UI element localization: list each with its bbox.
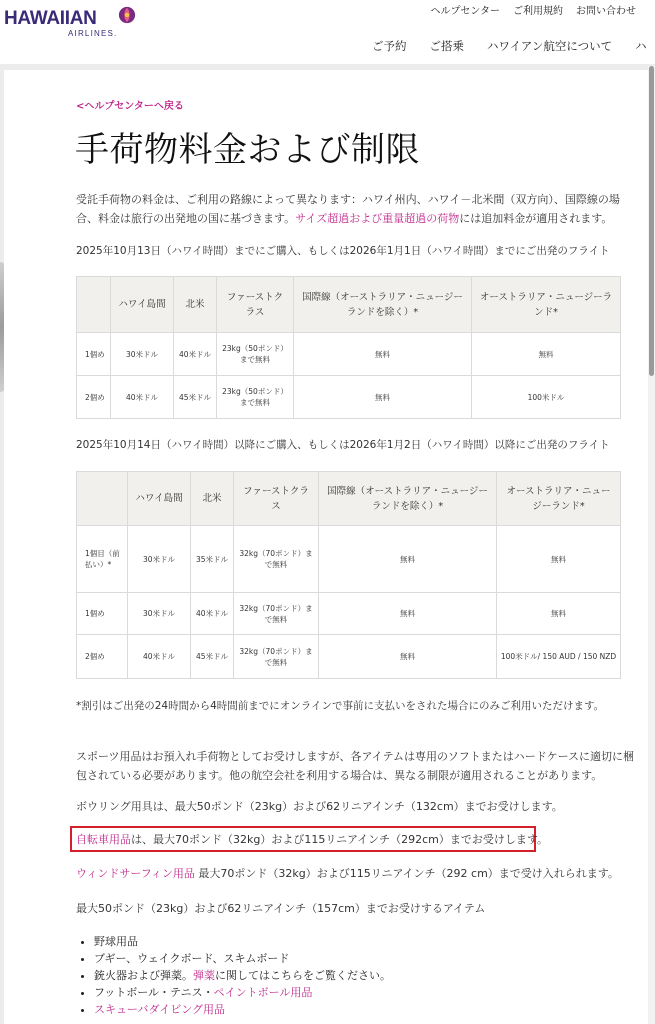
table-cell: 100米ドル/ 150 AUD / 150 NZD bbox=[497, 635, 621, 679]
table-cell: 無料 bbox=[497, 526, 621, 593]
table-header-cell: オーストラリア・ニュージーランド* bbox=[472, 277, 621, 333]
table-cell: 無料 bbox=[319, 526, 497, 593]
item-list bbox=[80, 933, 391, 1018]
table-cell: 40米ドル bbox=[128, 635, 191, 679]
table-header-cell bbox=[77, 472, 128, 526]
table-cell: 45米ドル bbox=[174, 376, 217, 419]
scuba-diving-equipment-link[interactable]: スキューバダイビング用品 bbox=[94, 1003, 226, 1016]
baggage-fee-table-2 bbox=[76, 471, 621, 679]
list-item bbox=[94, 1001, 391, 1018]
list-item-text: ブギー、ウェイクボード、スキムボード bbox=[94, 952, 290, 965]
table-cell: 45米ドル bbox=[191, 635, 234, 679]
back-to-help-center-link[interactable]: <ヘルプセンターへ戻る bbox=[76, 101, 184, 112]
main-nav bbox=[372, 38, 647, 54]
bicycle-text: は、最大70ポンド（32kg）および115リニアインチ（292cm）までお受けします。 bbox=[131, 833, 549, 846]
baggage-fee-table-1 bbox=[76, 276, 621, 419]
table-header-cell: ファーストクラス bbox=[234, 472, 319, 526]
table-cell: 30米ドル bbox=[111, 333, 174, 376]
logo-subtitle: AIRLINES. bbox=[68, 29, 118, 38]
table-cell: 1個目（前払い）* bbox=[77, 526, 128, 593]
section2-heading: 2025年10月14日（ハワイ時間）以降にご購入、もしくは2026年1月2日（ハワイ時間）以降にご出発のフライト bbox=[76, 439, 610, 451]
table-row bbox=[77, 376, 621, 419]
list-item-text: 野球用品 bbox=[94, 935, 138, 948]
table-header-cell: ファーストクラス bbox=[217, 277, 294, 333]
max50-heading: 最大50ポンド（23kg）および62リニアインチ（157cm）までお受けするアイテム bbox=[76, 902, 486, 915]
table-header-row bbox=[77, 277, 621, 333]
table-cell: 23kg（50ポンド）まで無料 bbox=[217, 333, 294, 376]
table-cell: 1個め bbox=[77, 593, 128, 635]
table-row bbox=[77, 593, 621, 635]
bicycle-paragraph bbox=[76, 830, 636, 849]
util-nav-terms[interactable]: ご利用規約 bbox=[513, 6, 563, 17]
bowling-paragraph: ボウリング用具は、最大50ポンド（23kg）および62リニアインチ（132cm）までお受けします。 bbox=[76, 800, 563, 813]
intro-paragraph bbox=[76, 190, 636, 228]
list-item bbox=[94, 967, 391, 984]
intro-text: 受託手荷物の料金は、ご利用の路線によって異なります：ハワイ州内、ハワイ－北米間（双方向）、国際線の場合、料金は旅行の出発地の国に基づきます。 bbox=[76, 193, 620, 225]
intro-text-end: には追加料金が適用されます。 bbox=[459, 212, 613, 225]
table-cell: 無料 bbox=[319, 635, 497, 679]
main-nav-boarding[interactable]: ご搭乗 bbox=[429, 39, 464, 53]
table-header-row bbox=[77, 472, 621, 526]
discount-footnote: *割引はご出発の24時間から4時間前までにオンラインで事前に支払いをされた場合にのみご利用いただけます。 bbox=[76, 700, 605, 712]
pualani-flower-icon bbox=[118, 6, 136, 24]
list-item bbox=[94, 950, 391, 967]
bicycle-equipment-link[interactable]: 自転車用品 bbox=[76, 833, 131, 846]
main-nav-more[interactable]: ハ bbox=[635, 39, 647, 53]
table-cell: 40米ドル bbox=[111, 376, 174, 419]
table-cell: 23kg（50ポンド）まで無料 bbox=[217, 376, 294, 419]
windsurf-text: 最大70ポンド（32kg）および115リニアインチ（292 cm）まで受け入れられます。 bbox=[194, 867, 619, 880]
table-cell: 2個め bbox=[77, 635, 128, 679]
scrollbar-thumb[interactable] bbox=[649, 66, 654, 376]
table-header-cell: 北米 bbox=[174, 277, 217, 333]
section1-heading: 2025年10月13日（ハワイ時間）までにご購入、もしくは2026年1月1日（ハワイ時間）までにご出発のフライト bbox=[76, 245, 610, 257]
table-cell: 32kg（70ポンド）まで無料 bbox=[234, 593, 319, 635]
table-cell: 無料 bbox=[472, 333, 621, 376]
table-row bbox=[77, 635, 621, 679]
table-cell: 100米ドル bbox=[472, 376, 621, 419]
paintball-equipment-link[interactable]: ペイントボール用品 bbox=[213, 986, 313, 999]
table-header-cell: 北米 bbox=[191, 472, 234, 526]
logo-wordmark: HAWAIIAN bbox=[4, 8, 97, 29]
table-header-cell: オーストラリア・ニュージーランド* bbox=[497, 472, 621, 526]
list-item-text: 銃火器および弾薬。 bbox=[94, 969, 193, 982]
table-cell: 無料 bbox=[294, 333, 472, 376]
table-row bbox=[77, 526, 621, 593]
table-header-cell: ハワイ島間 bbox=[111, 277, 174, 333]
sports-equipment-paragraph: スポーツ用品はお預入れ手荷物としてお受けしますが、各アイテムは専用のソフトまたはハードケースに適切に梱包されている必要があります。他の航空会社を利用する場合は、異なる制限が適用されることがあります。 bbox=[76, 750, 635, 782]
main-nav-about[interactable]: ハワイアン航空について bbox=[487, 39, 613, 53]
oversize-overweight-link[interactable]: サイズ超過および重量超過の荷物 bbox=[295, 212, 460, 225]
table-cell: 32kg（70ポンド）まで無料 bbox=[234, 526, 319, 593]
ammunition-link[interactable]: 弾薬 bbox=[193, 969, 215, 982]
util-nav-contact[interactable]: お問い合わせ bbox=[576, 6, 636, 17]
hawaiian-airlines-logo[interactable] bbox=[4, 6, 134, 40]
table-cell: 30米ドル bbox=[128, 593, 191, 635]
table-cell: 40米ドル bbox=[174, 333, 217, 376]
windsurf-paragraph bbox=[76, 864, 636, 883]
top-header bbox=[0, 0, 655, 64]
table-cell: 30米ドル bbox=[128, 526, 191, 593]
table-cell: 40米ドル bbox=[191, 593, 234, 635]
table-header-cell: ハワイ島間 bbox=[128, 472, 191, 526]
table-cell: 無料 bbox=[319, 593, 497, 635]
table-cell: 無料 bbox=[497, 593, 621, 635]
windsurf-equipment-link[interactable]: ウィンドサーフィン用品 bbox=[76, 867, 195, 880]
table-header-cell bbox=[77, 277, 111, 333]
table-row bbox=[77, 333, 621, 376]
list-item bbox=[94, 984, 391, 1001]
table-cell: 無料 bbox=[294, 376, 472, 419]
util-nav-help-center[interactable]: ヘルプセンター bbox=[430, 6, 500, 17]
list-item bbox=[94, 933, 391, 950]
table-header-cell: 国際線（オーストラリア・ニュージーランドを除く）* bbox=[294, 277, 472, 333]
table-header-cell: 国際線（オーストラリア・ニュージーランドを除く）* bbox=[319, 472, 497, 526]
utility-nav bbox=[431, 2, 637, 17]
list-item-text: に関してはこちらをご覧ください。 bbox=[215, 969, 391, 982]
page-title: 手荷物料金および制限 bbox=[75, 130, 420, 170]
table-cell: 32kg（70ポンド）まで無料 bbox=[234, 635, 319, 679]
table-cell: 1個め bbox=[77, 333, 111, 376]
table-cell: 2個め bbox=[77, 376, 111, 419]
list-item-text: フットボール・テニス・ bbox=[94, 986, 214, 999]
table-cell: 35米ドル bbox=[191, 526, 234, 593]
main-nav-booking[interactable]: ご予約 bbox=[372, 39, 407, 53]
